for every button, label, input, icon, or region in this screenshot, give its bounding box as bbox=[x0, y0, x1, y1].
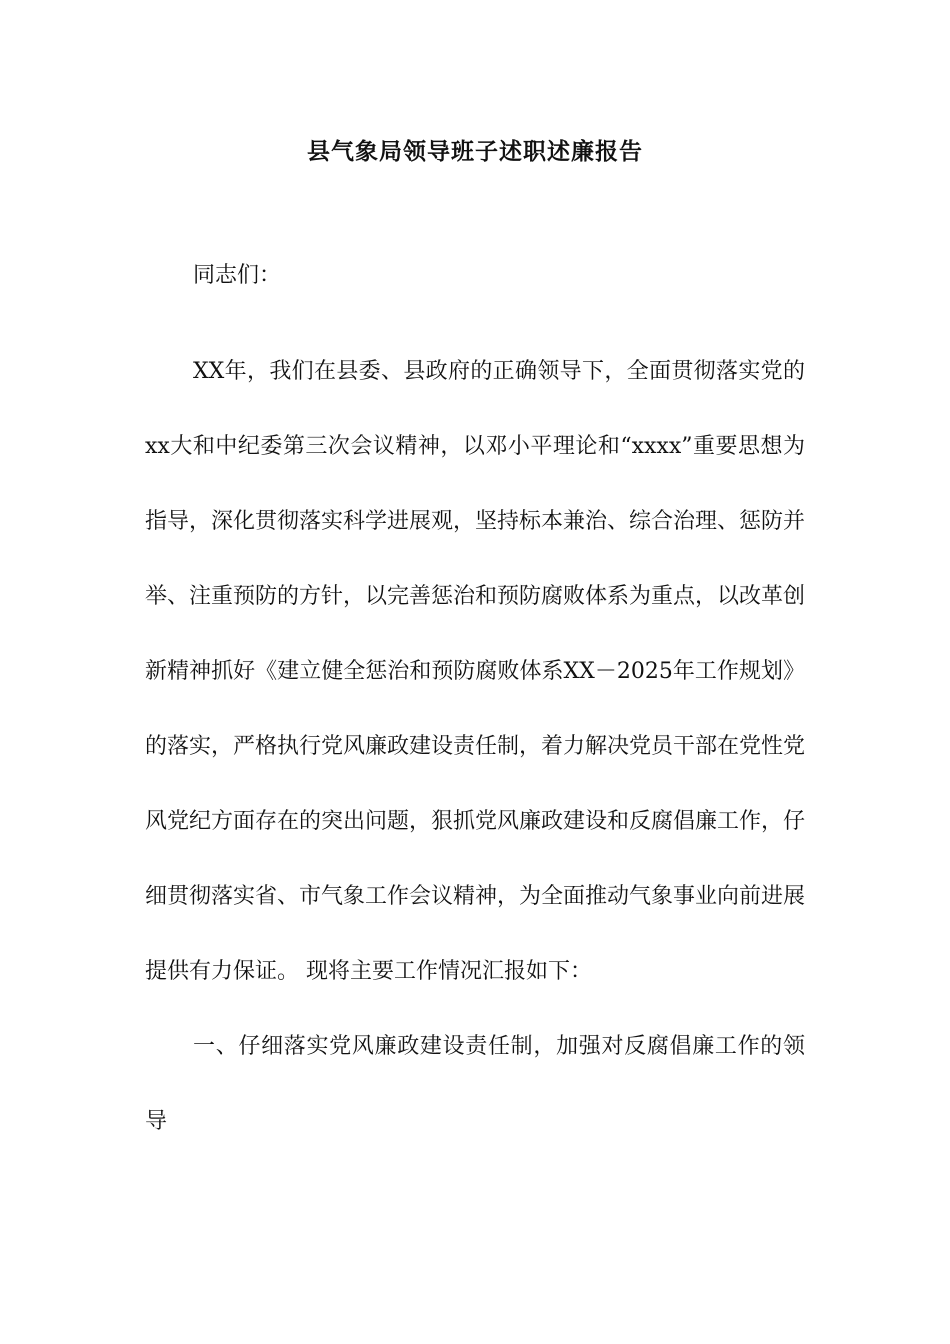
document-title: 县气象局领导班子述职述廉报告 bbox=[307, 138, 643, 165]
paragraph-intro: XX年，我们在县委、县政府的正确领导下，全面贯彻落实党的xx大和中纪委第三次会议精神，以邓小平理论和“xxxx”重要思想为指导，深化贯彻落实科学进展观，坚持标本兼治、综合治理、惩防并举、注重预防的方针，以完善惩治和预防腐败体系为重点，以改革创新精神抓好《建立健全惩治和预防腐败体系XX－2025年工作规划》的落实，严格执行党风廉政建设责任制，着力解决党员干部在党性党风党纪方面存在的突出问题，狠抓党风廉政建设和反腐倡廉工作，仔细贯彻落实省、市气象工作会议精神，为全面推动气象事业向前进展提供有力保证。 现将主要工作情况汇报如下： bbox=[145, 359, 806, 984]
section-heading-1: 一、仔细落实党风廉政建设责任制，加强对反腐倡廉工作的领导 bbox=[145, 1034, 805, 1134]
salutation: 同志们： bbox=[193, 263, 282, 288]
document-body bbox=[145, 334, 805, 1159]
